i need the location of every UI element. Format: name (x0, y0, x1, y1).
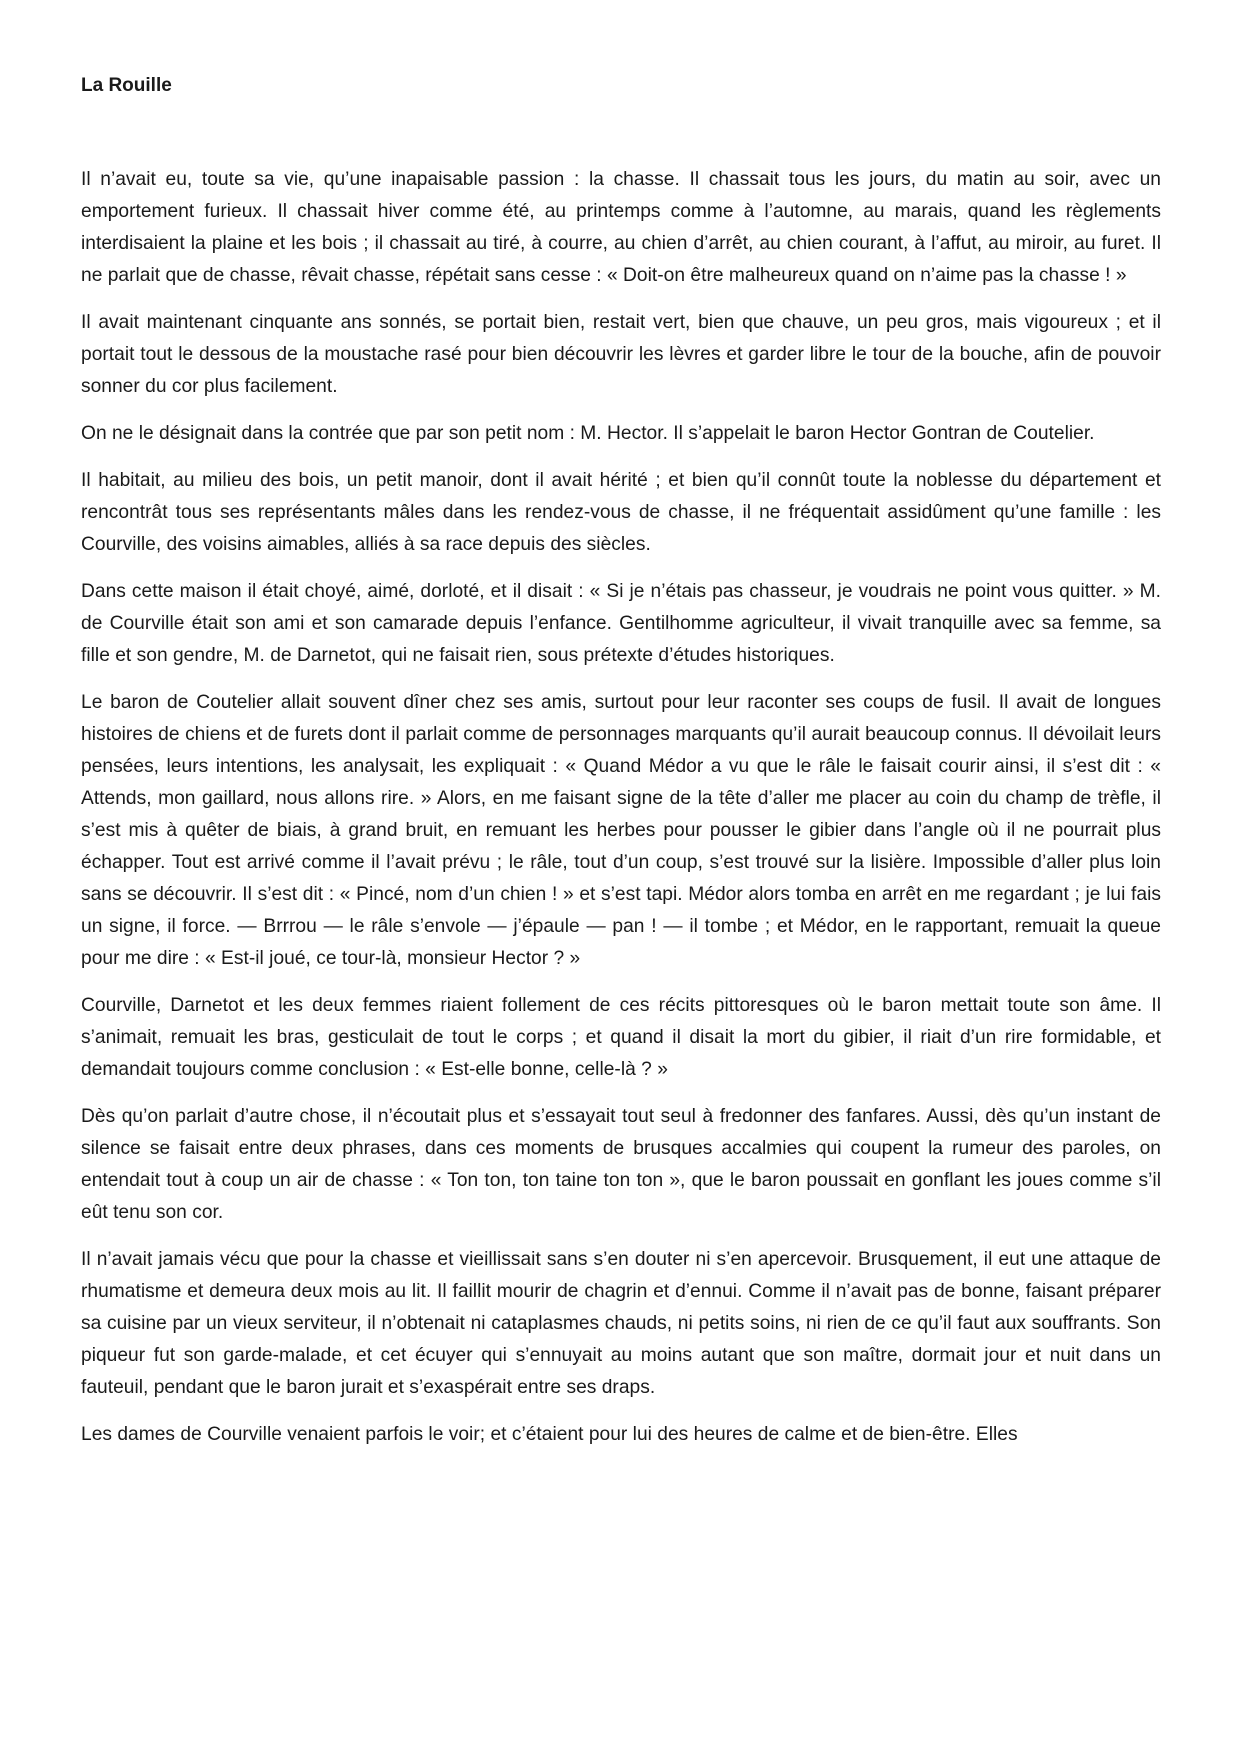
paragraph: Les dames de Courville venaient parfois le voir; et c’étaient pour lui des heures de calme et de bien-être. Elles (81, 1424, 1018, 1445)
paragraph: Il n’avait jamais vécu que pour la chasse et vieillissait sans s’en douter ni s’en apercevoir. Brusquement, il eut une attaque de rhumatisme et demeura deux mois au lit. Il faillit mourir de chagrin et d’ennui. Comme il n’avait pas de bonne, faisant préparer sa cuisine par un vieux serviteur, il n’obtenait ni cataplasmes chauds, ni petits soins, ni rien de ce qu’il faut aux souffrants. Son piqueur fut son garde-malade, et cet écuyer qui s’ennuyait au moins autant que son maître, dormait jour et nuit dans un fauteuil, pendant que le baron jurait et s’exaspérait entre ses draps. (81, 1249, 1161, 1398)
paragraph: Courville, Darnetot et les deux femmes riaient follement de ces récits pittoresques où le baron mettait toute son âme. Il s’animait, remuait les bras, gesticulait de tout le corps ; et quand il disait la mort du gibier, il riait d’un rire formidable, et demandait toujours comme conclusion : « Est-elle bonne, celle-là ? » (81, 995, 1161, 1080)
paragraph: Il habitait, au milieu des bois, un petit manoir, dont il avait hérité ; et bien qu’il connût toute la noblesse du département et rencontrât tous ses représentants mâles dans les rendez-vous de chasse, il ne fréquentait assidûment qu’une famille : les Courville, des voisins aimables, alliés à sa race depuis des siècles. (81, 470, 1161, 555)
paragraph: Dans cette maison il était choyé, aimé, dorloté, et il disait : « Si je n’étais pas chasseur, je voudrais ne point vous quitter. » M. de Courville était son ami et son camarade depuis l’enfance. Gentilhomme agriculteur, il vivait tranquille avec sa femme, sa fille et son gendre, M. de Darnetot, qui ne faisait rien, sous prétexte d’études historiques. (81, 581, 1161, 666)
document-page (81, 72, 1161, 1466)
paragraph: Le baron de Coutelier allait souvent dîner chez ses amis, surtout pour leur raconter ses coups de fusil. Il avait de longues histoires de chiens et de furets dont il parlait comme de personnages marquants qu’il aurait beaucoup connus. Il dévoilait leurs pensées, leurs intentions, les analysait, les expliquait : « Quand Médor a vu que le râle le faisait courir ainsi, il s’est dit : « Attends, mon gaillard, nous allons rire. » Alors, en me faisant signe de la tête d’aller me placer au coin du champ de trèfle, il s’est mis à quêter de biais, à grand bruit, en remuant les herbes pour pousser le gibier dans l’angle où il ne pourrait plus échapper. Tout est arrivé comme il l’avait prévu ; le râle, tout d’un coup, s’est trouvé sur la lisière. Impossible d’aller plus loin sans se découvrir. Il s’est dit : « Pincé, nom d’un chien ! » et s’est tapi. Médor alors tomba en arrêt en me regardant ; je lui fais un signe, il force. — Brrrou — le râle s’envole — j’épaule — pan ! — il tombe ; et Médor, en le rapportant, remuait la queue pour me dire : « Est-il joué, ce tour-là, monsieur Hector ? » (81, 692, 1161, 969)
document-title: La Rouille (81, 75, 172, 96)
paragraph: On ne le désignait dans la contrée que par son petit nom : M. Hector. Il s’appelait le baron Hector Gontran de Coutelier. (81, 423, 1095, 444)
paragraph: Il avait maintenant cinquante ans sonnés, se portait bien, restait vert, bien que chauve, un peu gros, mais vigoureux ; et il portait tout le dessous de la moustache rasé pour bien découvrir les lèvres et garder libre le tour de la bouche, afin de pouvoir sonner du cor plus facilement. (81, 312, 1161, 397)
paragraph: Dès qu’on parlait d’autre chose, il n’écoutait plus et s’essayait tout seul à fredonner des fanfares. Aussi, dès qu’un instant de silence se faisait entre deux phrases, dans ces moments de brusques accalmies qui coupent la rumeur des paroles, on entendait tout à coup un air de chasse : « Ton ton, ton taine ton ton », que le baron poussait en gonflant les joues comme s’il eût tenu son cor. (81, 1106, 1161, 1223)
paragraph: Il n’avait eu, toute sa vie, qu’une inapaisable passion : la chasse. Il chassait tous les jours, du matin au soir, avec un emportement furieux. Il chassait hiver comme été, au printemps comme à l’automne, au marais, quand les règlements interdisaient la plaine et les bois ; il chassait au tiré, à courre, au chien d’arrêt, au chien courant, à l’affut, au miroir, au furet. Il ne parlait que de chasse, rêvait chasse, répétait sans cesse : « Doit-on être malheureux quand on n’aime pas la chasse ! » (81, 169, 1161, 286)
